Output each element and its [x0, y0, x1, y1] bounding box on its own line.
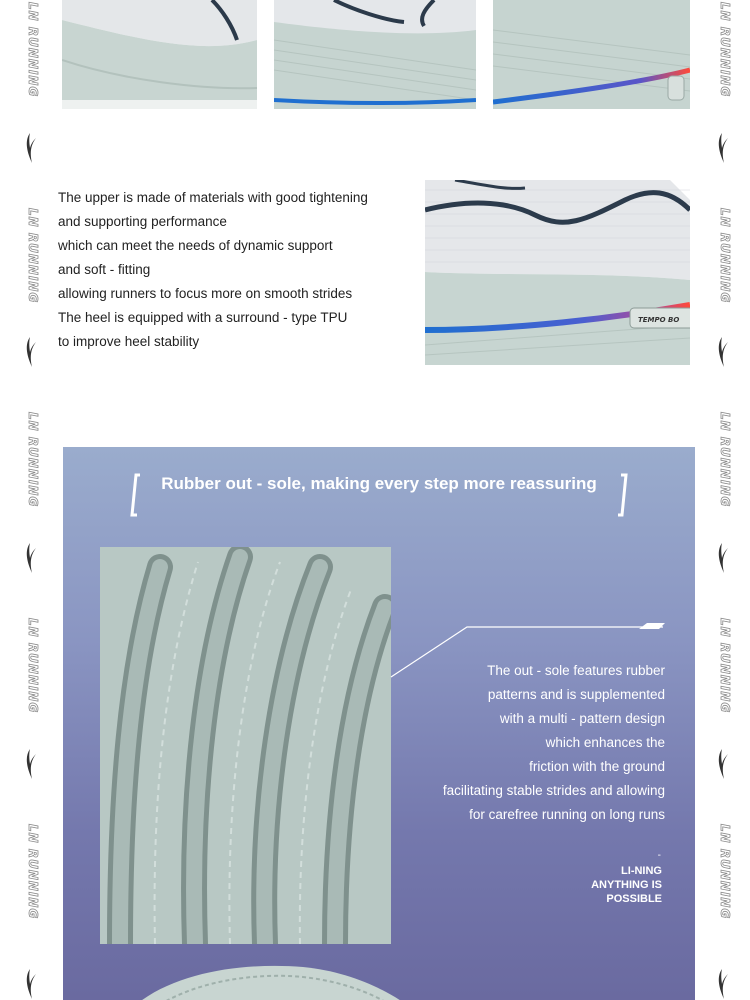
slogan-line: POSSIBLE [606, 893, 662, 905]
lining-logo-icon [23, 748, 37, 780]
side-brand-label: LN RUNNING [718, 618, 732, 714]
side-brand-label: LN RUNNING [718, 208, 732, 304]
callout-line: The out - sole features rubber [487, 663, 665, 678]
upper-description-line: and supporting performance [58, 214, 227, 229]
side-brand-label: LN RUNNING [718, 2, 732, 98]
lining-logo-icon [715, 336, 729, 368]
lining-logo-icon [715, 132, 729, 164]
brand-slogan [591, 864, 662, 906]
side-brand-label: LN RUNNING [26, 208, 40, 304]
upper-description-line: to improve heel stability [58, 334, 200, 349]
callout-line: friction with the ground [529, 759, 665, 774]
shoe-photo-1 [62, 0, 257, 109]
lining-logo-icon [715, 968, 729, 1000]
lining-logo-icon [715, 542, 729, 574]
upper-description [58, 186, 368, 354]
side-brand-label: LN RUNNING [718, 824, 732, 920]
upper-description-line: and soft - fitting [58, 262, 151, 277]
side-brand-label: LN RUNNING [26, 2, 40, 98]
upper-description-line: which can meet the needs of dynamic support [58, 238, 333, 253]
callout-line: patterns and is supplemented [487, 687, 665, 702]
side-brand-label: LN RUNNING [718, 412, 732, 508]
lining-logo-icon [23, 968, 37, 1000]
upper-description-line: The upper is made of materials with good tightening [58, 190, 368, 205]
outsole-callout [443, 659, 665, 827]
lining-logo-icon [715, 748, 729, 780]
outsole-panel [63, 447, 695, 1000]
heel-badge-text: TEMPO BO [638, 316, 680, 324]
lining-logo-icon [23, 132, 37, 164]
left-brand-strip [20, 0, 40, 1000]
outsole-headline: Rubber out - sole, making every step more reassuring [161, 474, 597, 493]
upper-description-line: allowing runners to focus more on smooth strides [58, 286, 353, 301]
callout-line: which enhances the [545, 735, 665, 750]
callout-line: for carefree running on long runs [469, 807, 665, 822]
lining-logo-icon [23, 542, 37, 574]
callout-line: with a multi - pattern design [499, 711, 665, 726]
side-brand-label: LN RUNNING [26, 412, 40, 508]
lining-logo-icon [23, 336, 37, 368]
side-brand-label: LN RUNNING [26, 824, 40, 920]
heel-detail-photo [425, 180, 690, 365]
shoe-photo-3 [493, 0, 690, 109]
shoe-photo-2 [274, 0, 476, 109]
slogan-line: ANYTHING IS [591, 879, 662, 891]
callout-line: facilitating stable strides and allowing [442, 783, 665, 798]
upper-description-line: The heel is equipped with a surround - type TPU [58, 310, 348, 325]
slogan-line: LI-NING [621, 865, 662, 877]
side-brand-label: LN RUNNING [26, 618, 40, 714]
slogan-dash: - [657, 850, 661, 861]
right-brand-strip [712, 0, 732, 1000]
